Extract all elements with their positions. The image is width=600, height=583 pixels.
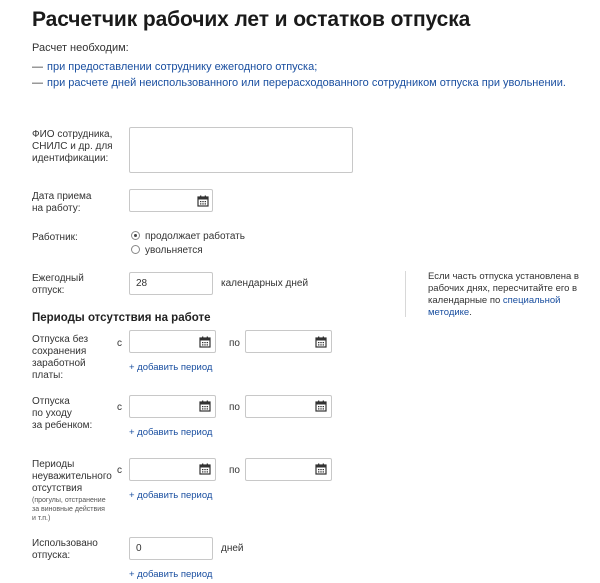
radio-dismissed-label[interactable]: увольняется [145, 245, 203, 256]
fio-label [32, 129, 113, 165]
fio-input[interactable] [129, 127, 353, 173]
from-label: с [117, 402, 122, 413]
calendar-icon[interactable] [315, 400, 327, 412]
divider [405, 271, 406, 317]
used-label-line: отпуска: [32, 550, 71, 561]
fio-label-line: ФИО сотрудника, [32, 129, 113, 140]
note-text: . [469, 307, 472, 318]
to-label: по [229, 465, 240, 476]
note-line: Если часть отпуска установлена в [428, 271, 579, 282]
calendar-icon[interactable] [315, 463, 327, 475]
hint-line: (прогулы, отстранение [32, 497, 106, 504]
page-title: Расчетчик рабочих лет и остатков отпуска [32, 8, 471, 31]
from-label: с [117, 338, 122, 349]
used-leave-label [32, 538, 98, 562]
intro-text: Расчет необходим: [32, 42, 129, 54]
recalc-note [428, 271, 598, 319]
label-line: отсутствия [32, 483, 83, 494]
fio-label-line: идентификации: [32, 153, 109, 164]
label-line: сохранения [32, 346, 87, 357]
use-item-2 [32, 77, 566, 89]
note-line: рабочих днях, пересчитайте его в [428, 283, 578, 294]
label-line: неуважительного [32, 471, 112, 482]
from-label: с [117, 465, 122, 476]
hint-line: за виновные действия [32, 506, 105, 513]
label-line: платы: [32, 370, 64, 381]
calendar-icon[interactable] [199, 336, 211, 348]
absenteeism-hint [32, 496, 106, 523]
add-period-child[interactable]: + добавить период [129, 427, 213, 438]
radio-dismissed[interactable] [131, 245, 140, 254]
annual-label-line: отпуск: [32, 285, 65, 296]
label-line: Отпуска [32, 396, 70, 407]
add-period-unpaid[interactable]: + добавить период [129, 362, 213, 373]
calendar-icon[interactable] [197, 195, 209, 207]
annual-label-line: Ежегодный [32, 273, 84, 284]
note-line [428, 295, 598, 307]
child-care-label [32, 396, 92, 432]
dash: — [32, 77, 43, 89]
annual-leave-unit: календарных дней [221, 278, 309, 289]
label-line: заработной [32, 358, 86, 369]
calendar-icon[interactable] [199, 400, 211, 412]
hire-label-line: на работу: [32, 203, 81, 214]
note-text: календарные по [428, 295, 503, 306]
annual-leave-input[interactable] [129, 272, 213, 295]
absenteeism-label [32, 459, 112, 495]
calendar-icon[interactable] [315, 336, 327, 348]
radio-continues[interactable] [131, 231, 140, 240]
note-line [428, 307, 598, 319]
to-label: по [229, 338, 240, 349]
absence-heading: Периоды отсутствия на работе [32, 312, 211, 324]
use-link-dismissal[interactable]: при расчете дней неиспользованного или перерасходованного сотрудником отпуска при увольнении. [47, 77, 566, 89]
unpaid-leave-label [32, 334, 88, 382]
use-link-vacation[interactable]: при предоставлении сотруднику ежегодного отпуска; [47, 61, 318, 73]
annual-leave-label [32, 273, 84, 297]
radio-continues-label[interactable]: продолжает работать [145, 231, 245, 242]
used-label-line: Использовано [32, 538, 98, 549]
label-line: за ребенком: [32, 420, 93, 431]
to-label: по [229, 402, 240, 413]
use-item-1 [32, 61, 317, 73]
fio-label-line: СНИЛС и др. для [32, 141, 113, 152]
label-line: Периоды [32, 459, 75, 470]
used-leave-input[interactable] [129, 537, 213, 560]
method-link-cont[interactable]: методике [428, 307, 470, 318]
used-leave-unit: дней [221, 543, 244, 554]
calendar-icon[interactable] [199, 463, 211, 475]
dash: — [32, 61, 43, 73]
add-period-used[interactable]: + добавить период [129, 569, 213, 580]
hire-date-label [32, 191, 91, 215]
label-line: по уходу [32, 408, 72, 419]
add-period-absence[interactable]: + добавить период [129, 490, 213, 501]
hint-line: и т.п.) [32, 515, 51, 522]
hire-label-line: Дата приема [32, 191, 92, 202]
method-link[interactable]: специальной [502, 295, 561, 306]
label-line: Отпуска без [32, 334, 89, 345]
worker-label: Работник: [32, 232, 78, 243]
